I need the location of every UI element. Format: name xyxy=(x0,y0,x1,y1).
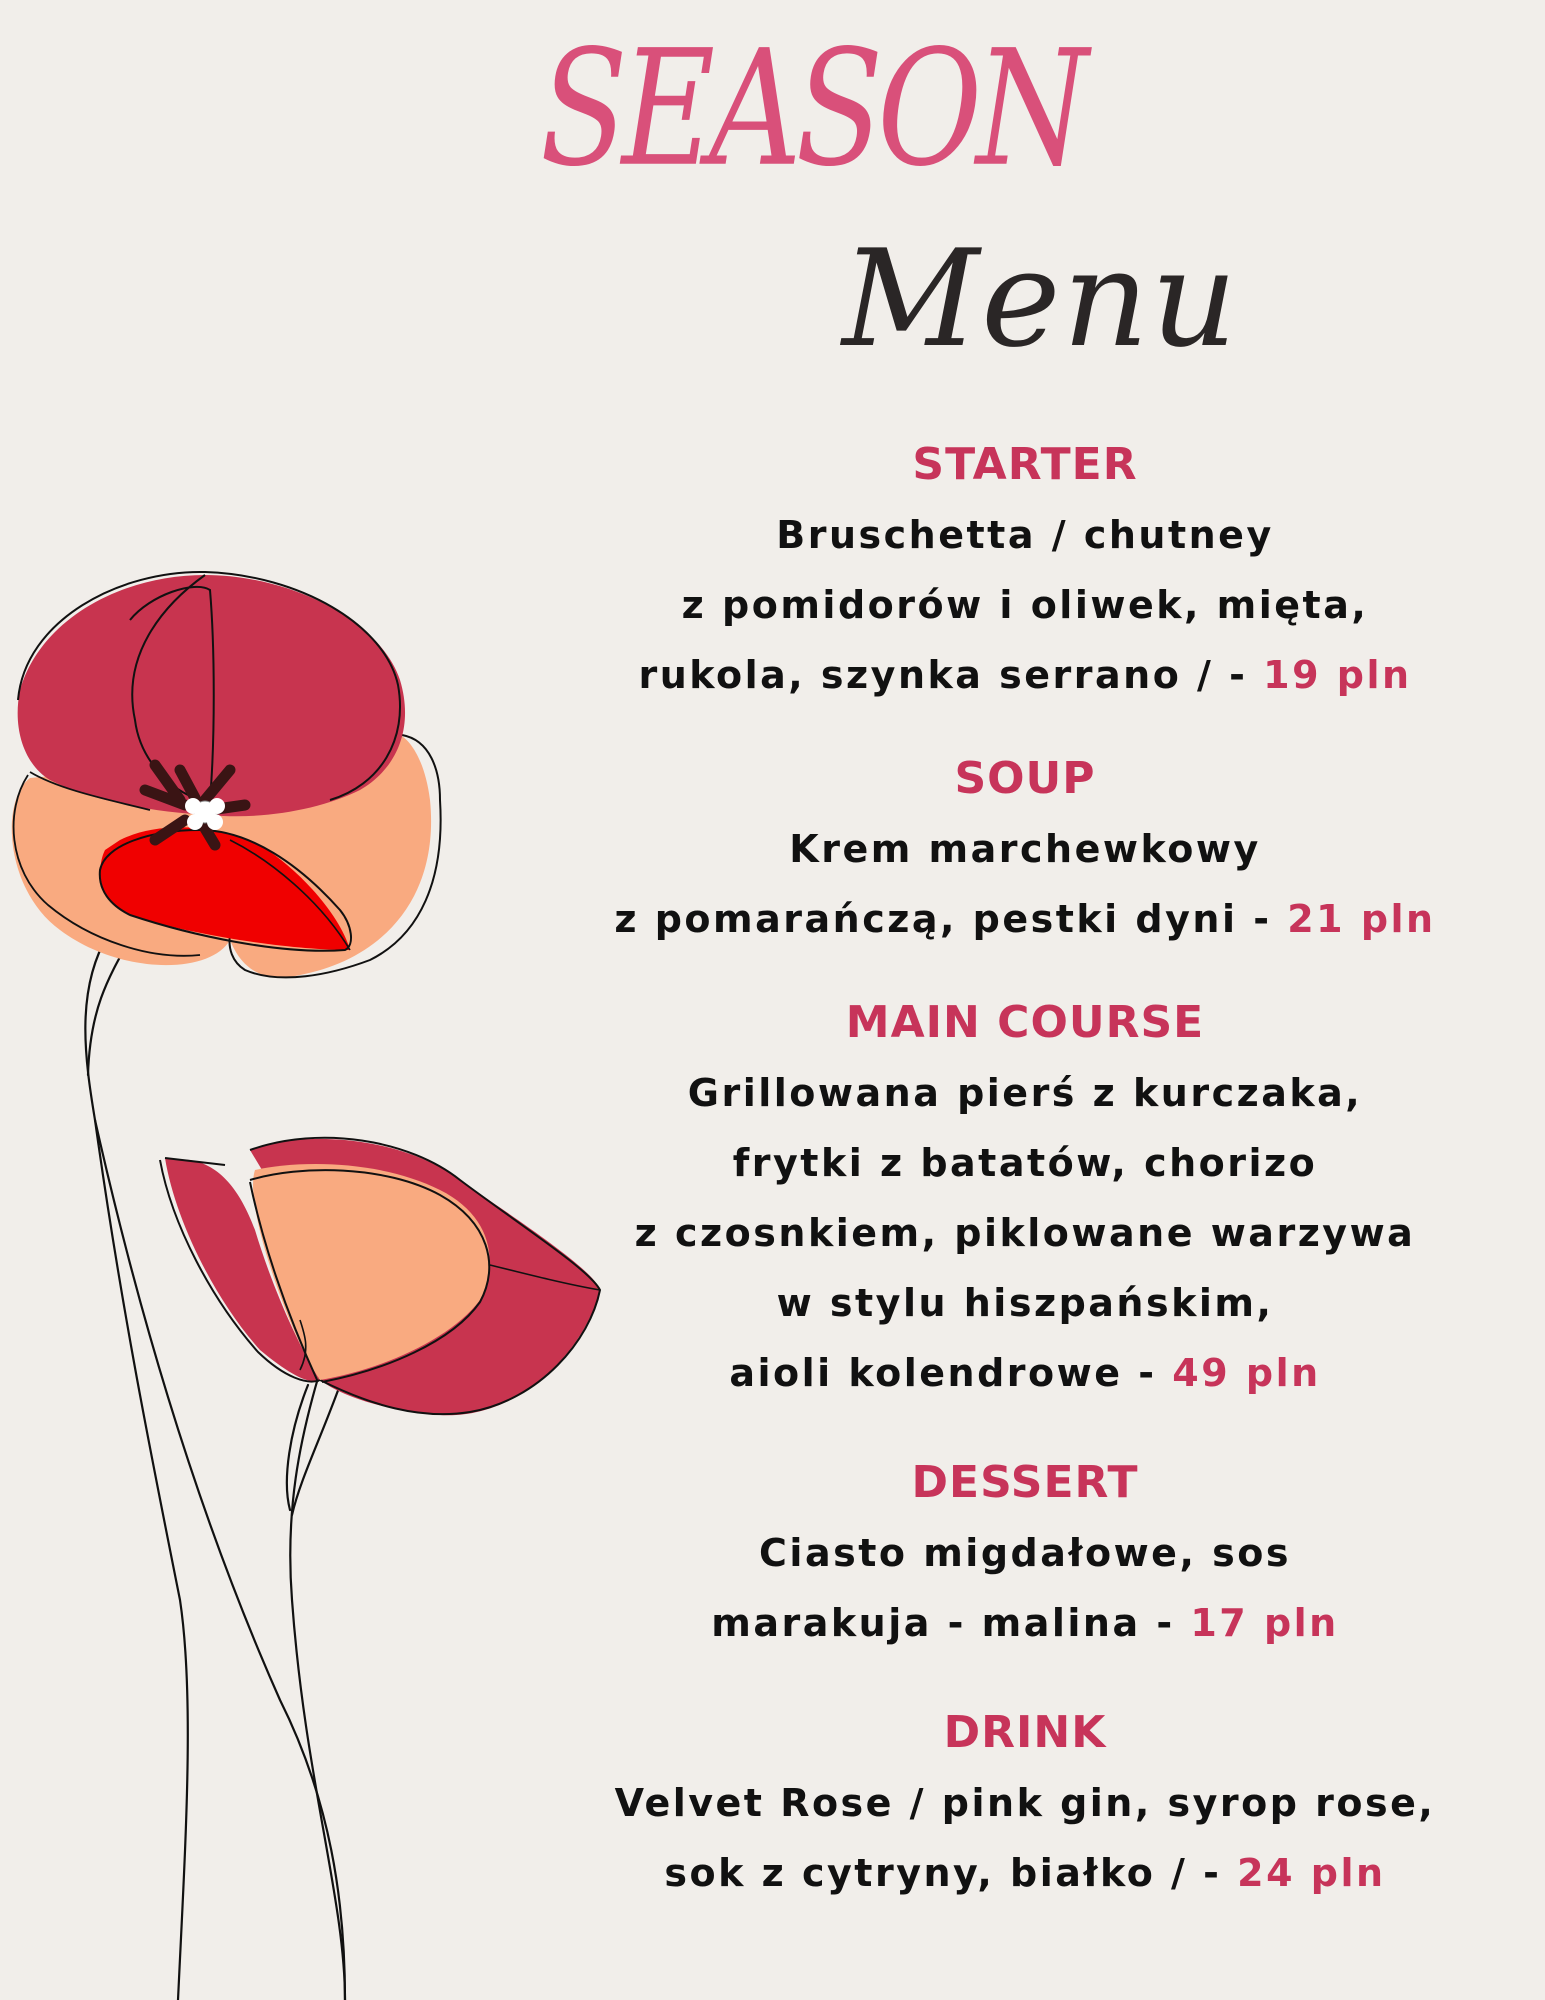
item-line xyxy=(600,1838,1450,1908)
item-text: marakuja - malina - xyxy=(711,1601,1191,1645)
item-price: 19 pln xyxy=(1263,653,1412,697)
item-line xyxy=(600,1338,1450,1408)
item-price: 24 pln xyxy=(1237,1851,1386,1895)
poppy-flower-icon xyxy=(12,572,441,978)
item-line xyxy=(600,884,1450,954)
item-line: Bruschetta / chutney xyxy=(776,513,1274,557)
item-line: z pomidorów i oliwek, mięta, xyxy=(681,583,1369,627)
poppy-bud-icon xyxy=(160,1138,600,1415)
item-text: z pomarańczą, pestki dyni - xyxy=(614,897,1288,941)
item-text: aioli kolendrowe - xyxy=(729,1351,1173,1395)
item-line: Krem marchewkowy xyxy=(789,827,1261,871)
item-line: z czosnkiem, piklowane warzywa xyxy=(634,1211,1416,1255)
section-heading: MAIN COURSE xyxy=(845,997,1205,1048)
item-price: 21 pln xyxy=(1287,897,1436,941)
item-line xyxy=(600,1588,1450,1658)
item-text: sok z cytryny, białko / - xyxy=(664,1851,1238,1895)
item-line: Ciasto migdałowe, sos xyxy=(759,1531,1291,1575)
section-starter xyxy=(600,430,1450,710)
poppy-illustration xyxy=(0,0,620,2000)
item-line: Velvet Rose / pink gin, syrop rose, xyxy=(614,1781,1436,1825)
section-heading: DESSERT xyxy=(911,1457,1139,1508)
item-price: 17 pln xyxy=(1190,1601,1339,1645)
item-line xyxy=(600,640,1450,710)
section-heading: STARTER xyxy=(912,439,1138,490)
section-main-course xyxy=(600,988,1450,1408)
section-heading: DRINK xyxy=(943,1707,1107,1758)
item-text: rukola, szynka serrano / - xyxy=(638,653,1264,697)
section-soup xyxy=(600,744,1450,954)
item-price: 49 pln xyxy=(1172,1351,1321,1395)
section-drink xyxy=(600,1698,1450,1908)
title-menu: Menu xyxy=(842,221,1240,377)
item-line: w stylu hiszpańskim, xyxy=(776,1281,1274,1325)
section-dessert xyxy=(600,1448,1450,1658)
section-heading: SOUP xyxy=(954,753,1096,804)
menu-list xyxy=(600,430,1450,1908)
item-line: Grillowana pierś z kurczaka, xyxy=(687,1071,1363,1115)
stems xyxy=(85,930,345,2000)
title-season: SEASON xyxy=(540,16,1083,203)
item-line: frytki z batatów, chorizo xyxy=(732,1141,1318,1185)
